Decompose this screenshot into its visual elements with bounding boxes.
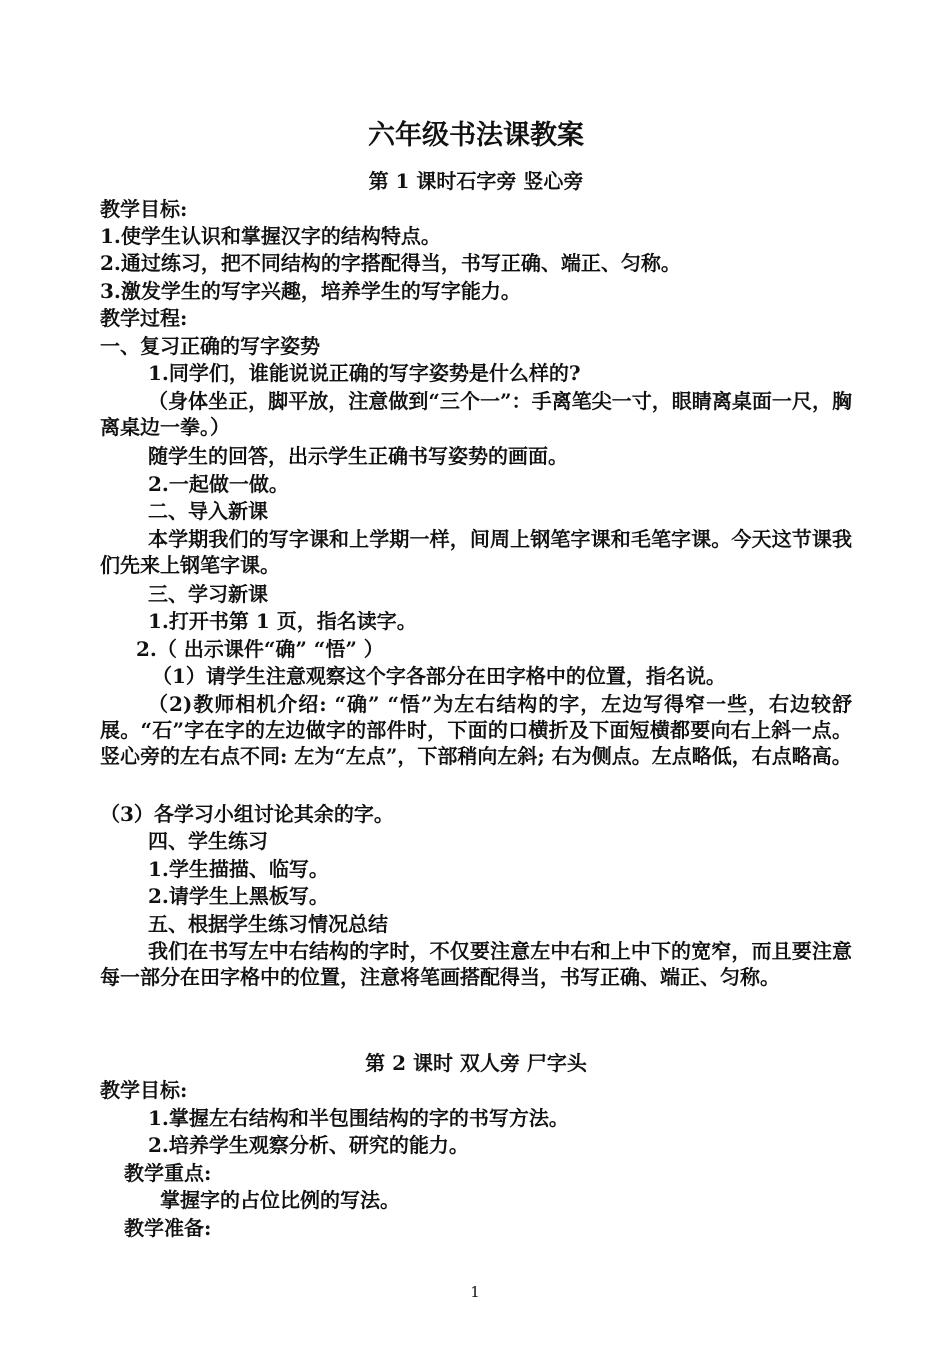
section1-follow: 随学生的回答，出示学生正确书写姿势的画面。 bbox=[148, 444, 568, 468]
section5-heading: 五、根据学生练习情况总结 bbox=[148, 912, 388, 936]
section3-item-1: 1.打开书第 1 页，指名读字。 bbox=[148, 609, 417, 633]
section3-heading: 三、学习新课 bbox=[148, 582, 268, 606]
section1-question: 1.同学们，谁能说说正确的写字姿势是什么样的? bbox=[148, 361, 581, 385]
section1-item-2: 2.一起做一做。 bbox=[148, 472, 289, 496]
page-number: 1 bbox=[470, 1283, 480, 1301]
section5-text: 我们在书写左中右结构的字时，不仅要注意左中右和上中下的宽窄，而且要注意每一部分在田字格中的位置，注意将笔画搭配得当，书写正确、端正、匀称。 bbox=[100, 939, 852, 989]
section2-heading: 二、导入新课 bbox=[148, 499, 268, 523]
document-title: 六年级书法课教案 bbox=[368, 120, 584, 151]
lesson1-goals-label: 教学目标: bbox=[100, 197, 188, 221]
lesson2-key-text: 掌握字的占位比例的写法。 bbox=[160, 1188, 400, 1212]
section4-heading: 四、学生练习 bbox=[148, 829, 268, 853]
section1-heading: 一、复习正确的写字姿势 bbox=[100, 334, 320, 358]
lesson2-heading: 第 2 课时 双人旁 尸字头 bbox=[365, 1051, 587, 1075]
lesson2-goal-1: 1.掌握左右结构和半包围结构的字的书写方法。 bbox=[148, 1106, 569, 1130]
lesson1-process-label: 教学过程: bbox=[100, 306, 188, 330]
lesson2-key-label: 教学重点: bbox=[124, 1161, 212, 1185]
lesson1-goal-1: 1.使学生认识和掌握汉字的结构特点。 bbox=[100, 224, 441, 248]
lesson1-heading: 第 1 课时石字旁 竖心旁 bbox=[368, 169, 584, 193]
section4-item-2: 2.请学生上黑板写。 bbox=[148, 884, 329, 908]
section3-sub-1: （1）请学生注意观察这个字各部分在田字格中的位置，指名说。 bbox=[152, 664, 726, 688]
section3-item-2: 2.（ 出示课件“确” “悟” ） bbox=[136, 637, 384, 661]
lesson2-goals-label: 教学目标: bbox=[100, 1078, 188, 1102]
section2-text: 本学期我们的写字课和上学期一样，间周上钢笔字课和毛笔字课。今天这节课我们先来上钢笔字课。 bbox=[100, 527, 852, 577]
lesson1-goal-2: 2.通过练习，把不同结构的字搭配得当，书写正确、端正、匀称。 bbox=[100, 251, 681, 275]
section3-sub-2: （2)教师相机介绍: “确” “悟”为左右结构的字，左边写得窄一些，右边较舒展。“石”字在字的左边做字的部件时，下面的口横折及下面短横都要向右上斜一点。竖心旁的左右点不同: 左为“左点”，下部稍向左斜; 右为侧点。左点略低，右点略高。 bbox=[100, 692, 852, 768]
lesson2-prep-label: 教学准备: bbox=[124, 1216, 212, 1240]
lesson2-goal-2: 2.培养学生观察分析、研究的能力。 bbox=[148, 1133, 469, 1157]
section4-item-1: 1.学生描描、临写。 bbox=[148, 857, 329, 881]
section3-sub-3: （3）各学习小组讨论其余的字。 bbox=[100, 802, 394, 826]
section1-answer: （身体坐正，脚平放，注意做到“三个一”：手离笔尖一寸，眼睛离桌面一尺，胸离桌边一拳。） bbox=[100, 389, 852, 439]
lesson1-goal-3: 3.激发学生的写字兴趣，培养学生的写字能力。 bbox=[100, 279, 521, 303]
